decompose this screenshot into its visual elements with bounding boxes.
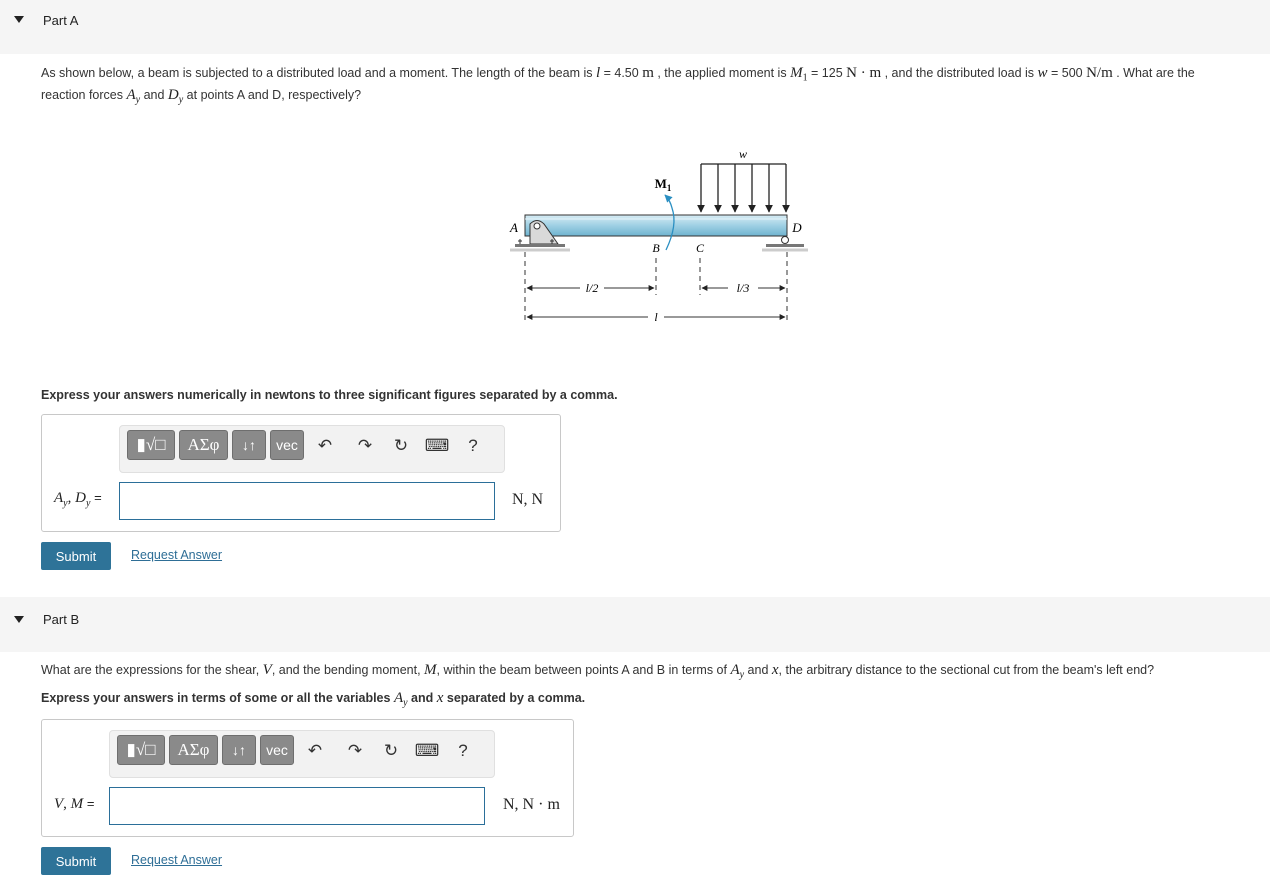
help-icon[interactable]: ? [458, 741, 468, 760]
collapse-triangle-icon[interactable] [14, 616, 24, 623]
part-b-title: Part B [43, 612, 80, 627]
keyboard-icon[interactable]: ⌨ [414, 741, 440, 760]
vec-button[interactable]: vec [270, 430, 304, 460]
part-b-toolbar [109, 730, 495, 778]
greek-button[interactable]: ΑΣφ [179, 430, 228, 460]
part-a-toolbar [119, 425, 505, 473]
part-a-title: Part A [43, 13, 79, 28]
redo-icon[interactable]: ↷ [347, 741, 363, 760]
part-b-request-answer-link[interactable]: Request Answer [131, 853, 223, 867]
dim-full-label: l [654, 310, 658, 324]
part-b-answer-label: V, M = [54, 796, 95, 812]
part-a-answer-label: $A_y$, $D_y$ = [54, 490, 102, 509]
redo-icon[interactable]: ↷ [357, 436, 373, 455]
part-a-request-answer-link[interactable]: Request Answer [131, 548, 223, 562]
undo-icon[interactable]: ↶ [307, 741, 323, 760]
vec-button[interactable]: vec [260, 735, 294, 765]
label-m1: $M_1$ [654, 176, 672, 193]
label-w: w [738, 147, 748, 161]
templates-button[interactable]: ▮√□ [117, 735, 165, 765]
arrows-button[interactable]: ↓↑ [222, 735, 256, 765]
arrows-button[interactable]: ↓↑ [232, 430, 266, 460]
part-a-answer-input[interactable] [119, 482, 495, 520]
part-b-answer-box [41, 719, 574, 837]
distributed-load [701, 164, 786, 212]
part-a-instruction: Express your answers numerically in newtons to three significant figures separated by a comma. [41, 388, 618, 402]
part-b-header[interactable] [0, 597, 1270, 652]
undo-icon[interactable]: ↶ [317, 436, 333, 455]
part-a-units: N, N [512, 491, 544, 508]
greek-button[interactable]: ΑΣφ [169, 735, 218, 765]
part-b-instruction: Express your answers in terms of some or all the variables $A_y$ and x separated by a comma. [41, 690, 586, 709]
part-a-header[interactable] [0, 0, 1270, 54]
part-b-units: N, N · m [503, 796, 560, 813]
keyboard-icon[interactable]: ⌨ [424, 436, 450, 455]
beam [525, 215, 787, 236]
part-b-submit-button[interactable]: Submit [41, 847, 111, 875]
reset-icon[interactable]: ↻ [393, 436, 409, 455]
reset-icon[interactable]: ↻ [383, 741, 399, 760]
help-icon[interactable]: ? [468, 436, 478, 455]
label-d: D [792, 220, 802, 235]
label-c: C [695, 241, 705, 255]
roller-support-d [762, 237, 808, 251]
part-b-question: What are the expressions for the shear, V, and the bending moment, M, within the beam between points A and B in terms of $A_y$ and x, the arbitrary distance to the sectional cut from the beam's left end? [41, 662, 1155, 681]
collapse-triangle-icon[interactable] [14, 16, 24, 23]
part-a-submit-button[interactable]: Submit [41, 542, 111, 570]
dim-half-label: l/2 [585, 281, 599, 295]
part-a-question: As shown below, a beam is subjected to a distributed load and a moment. The length of the beam is l = 4.50 m , the applied moment is $M_1 = 125$ N · m , and the distributed load is w = 500 N/m . What are the reaction forces $A_y$ and $D_y$ at points A and D, respectively? [41, 65, 1195, 105]
part-a-answer-box [41, 414, 561, 532]
beam-diagram [500, 140, 820, 330]
templates-button[interactable]: ▮√□ [127, 430, 175, 460]
part-b-answer-input[interactable] [109, 787, 485, 825]
dim-third-label: l/3 [736, 281, 750, 295]
label-b: B [652, 241, 660, 255]
label-a: A [510, 220, 518, 235]
